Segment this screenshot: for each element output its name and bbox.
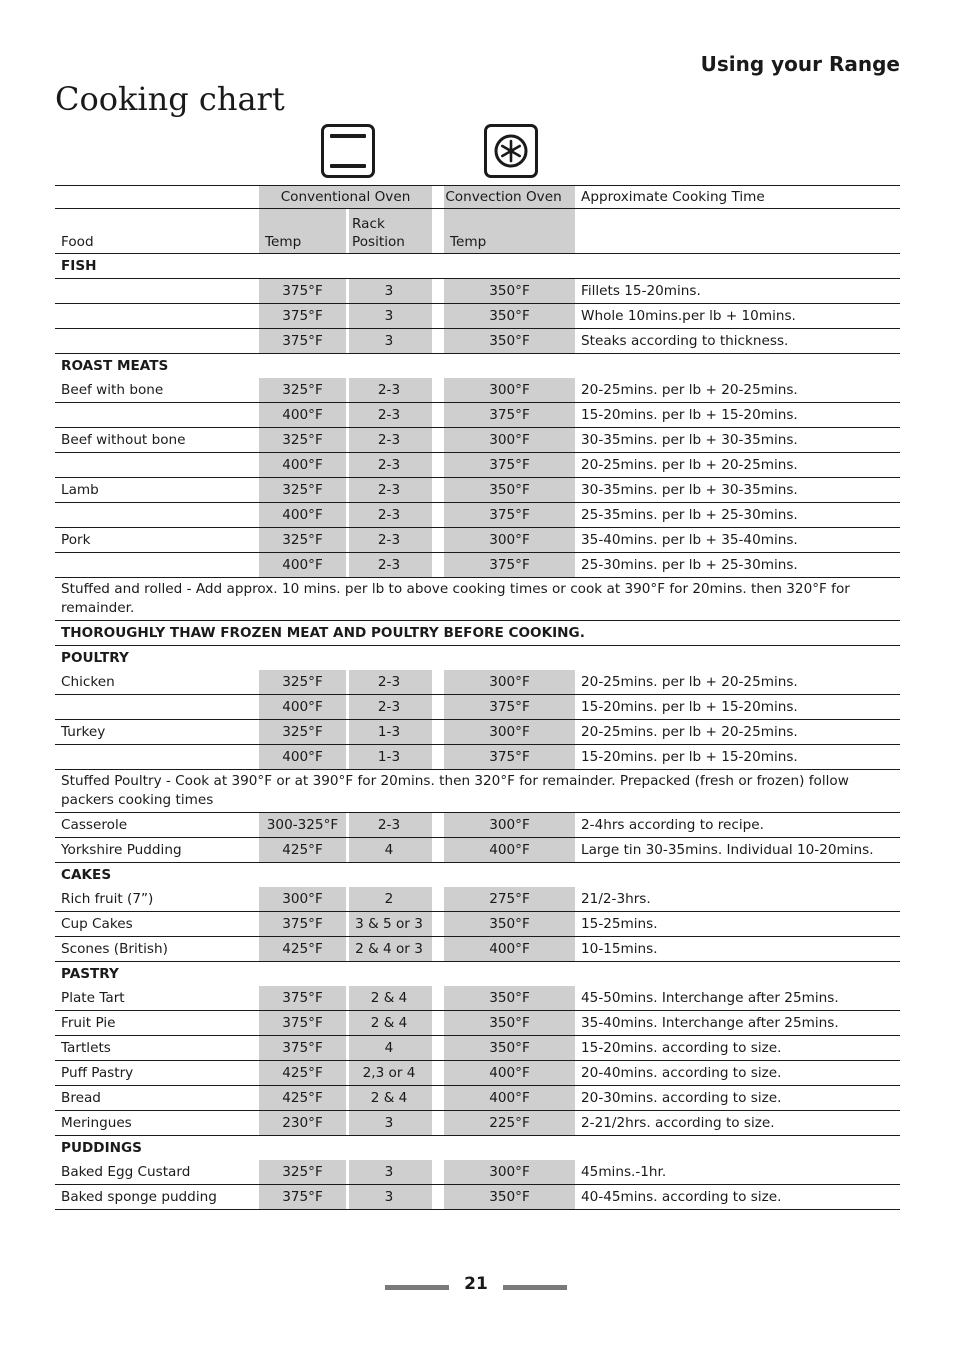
convection-temp-cell: 225°F [432,1111,575,1136]
convection-temp-cell: 350°F [432,1036,575,1061]
category-label: FISH [55,254,900,279]
food-cell [55,553,259,578]
food-cell: Puff Pastry [55,1061,259,1086]
conventional-temp-cell: 300-325°F [259,813,346,838]
food-cell: Tartlets [55,1036,259,1061]
convection-temp-cell: 350°F [432,304,575,329]
convection-temp-cell: 350°F [432,1185,575,1210]
header-convection-oven: Convection Oven [432,186,575,209]
category-label: CAKES [61,867,112,883]
cooking-time-cell: 30-35mins. per lb + 30-35mins. [575,478,900,503]
table-row [55,503,900,528]
food-cell [55,453,259,478]
note-text: Stuffed Poultry - Cook at 390°F or at 390°F for 20mins. then 320°F for remainder. Prepacked (fresh or frozen) follow packers cooking times [55,770,900,813]
food-cell: Plate Tart [55,986,259,1011]
food-cell: Yorkshire Pudding [55,838,259,863]
category-row [55,254,900,279]
rack-position-cell: 3 [346,1185,432,1210]
food-cell: Baked sponge pudding [55,1185,259,1210]
food-cell: Meringues [55,1111,259,1136]
rack-position-cell: 3 [346,329,432,354]
table-row [55,838,900,863]
rack-position-cell: 1-3 [346,720,432,745]
conventional-temp-cell: 325°F [259,1160,346,1185]
table-row [55,912,900,937]
header-temp: Temp [259,209,346,254]
cooking-time-cell: 35-40mins. per lb + 35-40mins. [575,528,900,553]
table-row [55,745,900,770]
table-row [55,1011,900,1036]
category-row [55,962,900,987]
rack-position-cell: 1-3 [346,745,432,770]
cooking-time-cell: 20-25mins. per lb + 20-25mins. [575,378,900,403]
convection-fan-icon [484,124,538,178]
warning-text: THOROUGHLY THAW FROZEN MEAT AND POULTRY BEFORE COOKING. [55,621,900,646]
header-conventional-oven: Conventional Oven [259,186,432,209]
table-row [55,1061,900,1086]
conventional-temp-cell: 325°F [259,528,346,553]
page-footer [0,1274,954,1298]
rack-position-cell: 3 [346,279,432,304]
table-row [55,720,900,745]
category-row [55,1136,900,1161]
header-approx-time: Approximate Cooking Time [575,186,900,209]
category-row [55,863,900,888]
food-cell: Scones (British) [55,937,259,962]
cooking-time-cell: 20-25mins. per lb + 20-25mins. [575,453,900,478]
rack-position-cell: 2-3 [346,670,432,695]
rack-position-cell: 2 & 4 [346,1086,432,1111]
table-row [55,553,900,578]
conventional-temp-cell: 425°F [259,1061,346,1086]
food-cell [55,403,259,428]
cooking-time-cell: 15-25mins. [575,912,900,937]
header-rack-position: Rack Position [346,209,432,254]
table-row [55,1036,900,1061]
table-row [55,1086,900,1111]
fan-graphic [487,127,535,175]
rack-position-cell: 2-3 [346,813,432,838]
table-row [55,670,900,695]
header-food: Food [55,209,259,254]
cooking-time-cell: 25-30mins. per lb + 25-30mins. [575,553,900,578]
convection-temp-cell: 375°F [432,503,575,528]
conventional-temp-cell: 400°F [259,403,346,428]
table-row [55,813,900,838]
food-cell [55,695,259,720]
rack-position-cell: 2-3 [346,695,432,720]
rack-position-cell: 3 [346,1160,432,1185]
footer-bar-right [503,1285,567,1290]
rack-position-cell: 4 [346,1036,432,1061]
rack-position-cell: 2 [346,887,432,912]
cooking-time-cell: Whole 10mins.per lb + 10mins. [575,304,900,329]
warning-row [55,621,900,646]
rack-position-cell: 3 [346,1111,432,1136]
conventional-temp-cell: 375°F [259,1036,346,1061]
food-cell: Pork [55,528,259,553]
rack-position-cell: 2,3 or 4 [346,1061,432,1086]
table-row [55,1111,900,1136]
rack-position-cell: 2-3 [346,378,432,403]
food-cell [55,745,259,770]
table-row [55,378,900,403]
header-convection-temp: Temp [432,209,575,254]
rack-position-cell: 2-3 [346,553,432,578]
convection-temp-cell: 400°F [432,1061,575,1086]
conventional-temp-cell: 325°F [259,720,346,745]
rack-position-cell: 2-3 [346,478,432,503]
conventional-temp-cell: 300°F [259,887,346,912]
cooking-time-cell: 15-20mins. according to size. [575,1036,900,1061]
table-row [55,478,900,503]
rack-position-cell: 2 & 4 or 3 [346,937,432,962]
conventional-temp-cell: 375°F [259,986,346,1011]
cooking-time-cell: 15-20mins. per lb + 15-20mins. [575,695,900,720]
conventional-temp-cell: 325°F [259,428,346,453]
cooking-time-cell: 45-50mins. Interchange after 25mins. [575,986,900,1011]
convection-temp-cell: 400°F [432,838,575,863]
convection-temp-cell: 375°F [432,745,575,770]
table-row [55,887,900,912]
conventional-temp-cell: 375°F [259,279,346,304]
convection-temp-cell: 375°F [432,695,575,720]
convection-temp-cell: 300°F [432,378,575,403]
convection-temp-cell: 350°F [432,279,575,304]
header-blank [55,186,259,209]
cooking-time-cell: 15-20mins. per lb + 15-20mins. [575,403,900,428]
convection-temp-cell: 400°F [432,937,575,962]
note-row [55,578,900,621]
conventional-temp-cell: 375°F [259,1011,346,1036]
conventional-temp-cell: 425°F [259,937,346,962]
chart-body [55,254,900,1210]
conventional-temp-cell: 400°F [259,553,346,578]
cooking-time-cell: 21/2-3hrs. [575,887,900,912]
convection-temp-cell: 300°F [432,813,575,838]
conventional-temp-cell: 375°F [259,304,346,329]
food-cell: Rich fruit (7”) [55,887,259,912]
cooking-time-cell: 35-40mins. Interchange after 25mins. [575,1011,900,1036]
category-row [55,646,900,671]
conventional-temp-cell: 425°F [259,1086,346,1111]
cooking-chart-table [55,185,900,1210]
convection-temp-cell: 300°F [432,670,575,695]
food-cell [55,503,259,528]
convection-temp-cell: 375°F [432,553,575,578]
rack-position-cell: 2-3 [346,453,432,478]
food-cell [55,279,259,304]
food-cell: Baked Egg Custard [55,1160,259,1185]
page-number: 21 [464,1274,488,1294]
table-row [55,528,900,553]
header-time-blank [575,209,900,254]
cooking-time-cell: 45mins.-1hr. [575,1160,900,1185]
cooking-time-cell: 2-4hrs according to recipe. [575,813,900,838]
table-row [55,304,900,329]
note-row [55,770,900,813]
convection-temp-cell: 375°F [432,403,575,428]
rack-position-cell: 2-3 [346,428,432,453]
convection-temp-cell: 350°F [432,912,575,937]
note-text: Stuffed and rolled - Add approx. 10 mins. per lb to above cooking times or cook at 390°F for 20mins. then 320°F for remainder. [55,578,900,621]
table-row [55,1185,900,1210]
conventional-oven-icon [321,124,375,178]
conventional-temp-cell: 325°F [259,478,346,503]
footer-bar-left [385,1285,449,1290]
rack-position-cell: 2 & 4 [346,986,432,1011]
header-row-oven-types [55,186,900,209]
food-cell: Chicken [55,670,259,695]
rack-position-cell: 2-3 [346,503,432,528]
cooking-time-cell: 15-20mins. per lb + 15-20mins. [575,745,900,770]
food-cell: Casserole [55,813,259,838]
convection-temp-cell: 300°F [432,720,575,745]
rack-position-cell: 2-3 [346,403,432,428]
cooking-time-cell: 20-25mins. per lb + 20-25mins. [575,720,900,745]
convection-temp-cell: 375°F [432,453,575,478]
conventional-temp-cell: 375°F [259,329,346,354]
convection-temp-cell: 350°F [432,478,575,503]
conventional-temp-cell: 400°F [259,745,346,770]
food-cell: Fruit Pie [55,1011,259,1036]
rack-position-cell: 3 [346,304,432,329]
conventional-temp-cell: 230°F [259,1111,346,1136]
convection-temp-cell: 350°F [432,329,575,354]
cooking-time-cell: 20-40mins. according to size. [575,1061,900,1086]
cooking-time-cell: 10-15mins. [575,937,900,962]
cooking-time-cell: 25-35mins. per lb + 25-30mins. [575,503,900,528]
cooking-time-cell: Fillets 15-20mins. [575,279,900,304]
food-cell: Lamb [55,478,259,503]
cooking-time-cell: 30-35mins. per lb + 30-35mins. [575,428,900,453]
table-row [55,403,900,428]
table-row [55,695,900,720]
cooking-time-cell: 40-45mins. according to size. [575,1185,900,1210]
table-row [55,453,900,478]
cooking-time-cell: 2-21/2hrs. according to size. [575,1111,900,1136]
rack-position-cell: 3 & 5 or 3 [346,912,432,937]
header-row-columns [55,209,900,254]
section-heading: Using your Range [700,52,900,76]
convection-temp-cell: 300°F [432,428,575,453]
convection-temp-cell: 400°F [432,1086,575,1111]
top-element-bar [330,134,366,138]
convection-temp-cell: 300°F [432,1160,575,1185]
category-label: PASTRY [61,966,119,982]
food-cell: Beef with bone [55,378,259,403]
food-cell: Bread [55,1086,259,1111]
convection-temp-cell: 350°F [432,1011,575,1036]
conventional-temp-cell: 325°F [259,670,346,695]
table-row [55,428,900,453]
bottom-element-bar [330,164,366,168]
conventional-temp-cell: 400°F [259,453,346,478]
food-cell [55,329,259,354]
rack-position-cell: 2-3 [346,528,432,553]
page-title: Cooking chart [55,80,285,118]
category-label: POULTRY [61,650,129,666]
convection-temp-cell: 350°F [432,986,575,1011]
conventional-temp-cell: 400°F [259,695,346,720]
conventional-temp-cell: 425°F [259,838,346,863]
conventional-temp-cell: 375°F [259,1185,346,1210]
table-row [55,937,900,962]
cooking-time-cell: Large tin 30-35mins. Individual 10-20mins. [575,838,900,863]
conventional-temp-cell: 375°F [259,912,346,937]
convection-temp-cell: 275°F [432,887,575,912]
rack-position-cell: 4 [346,838,432,863]
cooking-time-cell: 20-25mins. per lb + 20-25mins. [575,670,900,695]
cooking-time-cell: Steaks according to thickness. [575,329,900,354]
table-row [55,1160,900,1185]
category-row [55,354,900,379]
food-cell: Turkey [55,720,259,745]
food-cell: Beef without bone [55,428,259,453]
food-cell [55,304,259,329]
conventional-temp-cell: 325°F [259,378,346,403]
table-row [55,279,900,304]
food-cell: Cup Cakes [55,912,259,937]
table-row [55,329,900,354]
category-label: PUDDINGS [61,1140,142,1156]
category-label: ROAST MEATS [61,358,169,374]
conventional-temp-cell: 400°F [259,503,346,528]
cooking-time-cell: 20-30mins. according to size. [575,1086,900,1111]
convection-temp-cell: 300°F [432,528,575,553]
rack-position-cell: 2 & 4 [346,1011,432,1036]
table-row [55,986,900,1011]
